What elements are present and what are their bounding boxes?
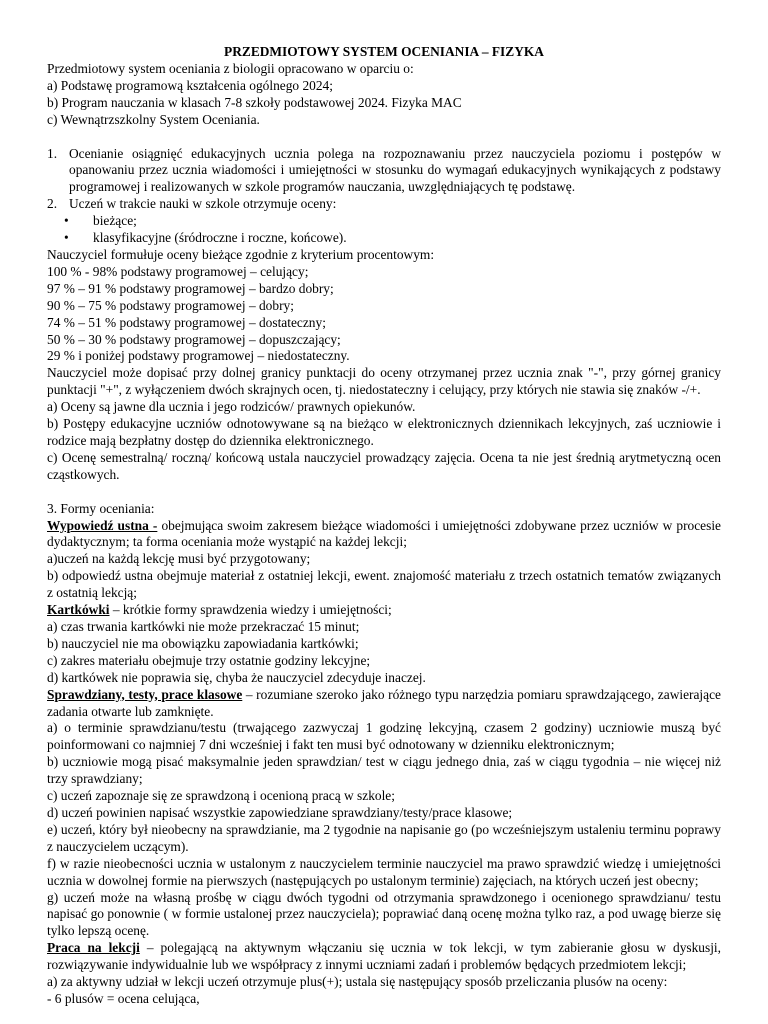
oral-answer-definition bbox=[47, 518, 721, 552]
grade-scale-line: 90 % – 75 % podstawy programowej – dobry; bbox=[47, 297, 294, 313]
grading-rule: c) Ocenę semestralną/ roczną/ końcową ustala nauczyciel prowadzący zajęcia. Ocena ta nie jest średnią arytmetyczną ocen cząstkowych. bbox=[47, 449, 721, 482]
bullet-item bbox=[64, 230, 721, 247]
grade-scale-line: 50 % – 30 % podstawy programowej – dopuszczający; bbox=[47, 331, 341, 347]
intro-line: b) Program nauczania w klasach 7-8 szkoły podstawowej 2024. Fizyka MAC bbox=[47, 94, 462, 110]
quizzes-item: a) czas trwania kartkówki nie może przekraczać 15 minut; bbox=[47, 619, 360, 634]
bullet-text: klasyfikacyjne (śródroczne i roczne, końcowe). bbox=[93, 230, 347, 246]
classwork-item: - 6 plusów = ocena celująca, bbox=[47, 990, 200, 1006]
tests-label: Sprawdziany, testy, prace klasowe bbox=[47, 686, 243, 702]
grading-rule: b) Postępy edukacyjne uczniów odnotowywane są na bieżąco w elektronicznych dziennikach lekcyjnych, zaś uczniowie i rodzice mają bezpłatny dostęp do dziennika elektronicznego. bbox=[47, 416, 721, 448]
document-page bbox=[47, 44, 721, 1008]
tests-definition bbox=[47, 687, 721, 721]
spacer bbox=[47, 129, 721, 146]
grade-scale-line: 100 % - 98% podstawy programowej – celujący; bbox=[47, 263, 309, 279]
item-number: 2. bbox=[47, 196, 58, 212]
quizzes-definition bbox=[47, 602, 721, 619]
item-number: 1. bbox=[47, 145, 58, 161]
page-title: PRZEDMIOTOWY SYSTEM OCENIANIA – FIZYKA bbox=[224, 44, 544, 59]
tests-text: – rozumiane szeroko jako różnego typu narzędzia pomiaru sprawdzającego, zawierające zadania otwarte lub zamknięte. bbox=[47, 686, 721, 719]
classwork-label: Praca na lekcji bbox=[47, 940, 140, 956]
quizzes-item: d) kartkówek nie poprawia się, chyba że nauczyciel zdecyduje inaczej. bbox=[47, 669, 426, 685]
tests-item: b) uczniowie mogą pisać maksymalnie jeden sprawdzian/ test w ciągu jednego dnia, zaś w ciągu tygodnia – nie więcej niż trzy sprawdziany; bbox=[47, 754, 721, 787]
oral-answer-text: obejmująca swoim zakresem bieżące wiadomości i umiejętności zdobywane przez uczniów w procesie dydaktycznym; ta forma oceniania może wystąpić na każdej lekcji; bbox=[47, 517, 721, 550]
quizzes-label: Kartkówki bbox=[47, 602, 110, 618]
tests-item: f) w razie nieobecności ucznia w ustalonym z nauczycielem terminie nauczyciel ma prawo sprawdzić wiedzę i umiejętności ucznia w dowolnej formie na pierwszych (następujących po ustalonym terminie) zajęciach, na których uczeń jest obecny; bbox=[47, 855, 721, 888]
grade-scale-line: 97 % – 91 % podstawy programowej – bardzo dobry; bbox=[47, 280, 334, 296]
bullet-dot: • bbox=[64, 213, 69, 229]
grade-scale-line: 74 % – 51 % podstawy programowej – dostateczny; bbox=[47, 314, 326, 330]
classwork-text: – polegającą na aktywnym włączaniu się ucznia w tok lekcji, w tym zabieranie głosu w dyskusji, rozwiązywanie indywidualnie lub we współpracy z innymi uczniami zadań i problemów będących przedmiotem lekcji; bbox=[47, 940, 721, 973]
oral-answer-label: Wypowiedź ustna - bbox=[47, 517, 158, 533]
numbered-item-2 bbox=[47, 196, 721, 213]
numbered-item-1 bbox=[47, 146, 721, 197]
bullet-item bbox=[64, 213, 721, 230]
intro-line: c) Wewnątrzszkolny System Oceniania. bbox=[47, 111, 260, 127]
tests-item: d) uczeń powinien napisać wszystkie zapowiedziane sprawdziany/testy/prace klasowe; bbox=[47, 804, 513, 820]
intro-line: a) Podstawę programową kształcenia ogólnego 2024; bbox=[47, 77, 333, 93]
grading-rule: a) Oceny są jawne dla ucznia i jego rodziców/ prawnych opiekunów. bbox=[47, 399, 416, 415]
grading-note: Nauczyciel może dopisać przy dolnej granicy punktacji do oceny otrzymanej przez ucznia znak "-", przy górnej granicy punktacji "+", z wyłączeniem dwóch skrajnych ocen, tj. niedostateczny i celujący, przy których nie stawia się znaków -/+. bbox=[47, 365, 721, 398]
item-text: Uczeń w trakcie nauki w szkole otrzymuje oceny: bbox=[69, 196, 337, 212]
section-heading: 3. Formy oceniania: bbox=[47, 500, 155, 516]
oral-answer-item: a)uczeń na każdą lekcję musi być przygotowany; bbox=[47, 551, 311, 567]
tests-item: g) uczeń może na własną prośbę w ciągu dwóch tygodni od otrzymania sprawdzonego i ocenionego sprawdzianu/ testu napisać go ponownie ( w formie ustalonej przez nauczyciela); poprawiać daną ocenę można tylko raz, a pod uwagę bierze się tylko lepszą ocenę. bbox=[47, 889, 721, 939]
quizzes-item: b) nauczyciel nie ma obowiązku zapowiadania kartkówki; bbox=[47, 635, 359, 651]
intro-line: Przedmiotowy system oceniania z biologii opracowano w oparciu o: bbox=[47, 60, 414, 76]
tests-item: e) uczeń, który był nieobecny na sprawdzianie, ma 2 tygodnie na napisanie go (po wcześniejszym ustaleniu terminu poprawy z nauczycielem uczącym). bbox=[47, 821, 721, 854]
oral-answer-item: b) odpowiedź ustna obejmuje materiał z ostatniej lekcji, ewent. znajomość materiału z trzech ostatnich tematów związanych z ostatnią lekcją; bbox=[47, 568, 721, 601]
tests-item: c) uczeń zapoznaje się ze sprawdzoną i ocenioną pracą w szkole; bbox=[47, 788, 395, 804]
grade-scale-line: 29 % i poniżej podstawy programowej – niedostateczny. bbox=[47, 348, 350, 364]
quizzes-item: c) zakres materiału obejmuje trzy ostatnie godziny lekcyjne; bbox=[47, 652, 371, 668]
grading-intro: Nauczyciel formułuje oceny bieżące zgodnie z kryterium procentowym: bbox=[47, 246, 435, 262]
spacer bbox=[47, 484, 721, 501]
classwork-definition bbox=[47, 940, 721, 974]
tests-item: a) o terminie sprawdzianu/testu (trwającego zazwyczaj 1 godzinę lekcyjną, czasem 2 godziny) uczniowie muszą być poinformowani co najmniej 7 dni wcześniej i fakt ten musi być odnotowany w dzienniku elektronicznym; bbox=[47, 720, 721, 753]
bullet-text: bieżące; bbox=[93, 213, 137, 229]
bullet-dot: • bbox=[64, 230, 69, 246]
item-text: Ocenianie osiągnięć edukacyjnych ucznia polega na rozpoznawaniu przez nauczyciela poziomu i postępów w opanowaniu przez ucznia wiadomości i umiejętności w stosunku do wymagań edukacyjnych wynikających z podstawy programowej i realizowanych w szkole programów nauczania, uwzględniających tę podstawę. bbox=[69, 145, 721, 195]
quizzes-text: – krótkie formy sprawdzenia wiedzy i umiejętności; bbox=[109, 602, 392, 618]
classwork-item: a) za aktywny udział w lekcji uczeń otrzymuje plus(+); ustala się następujący sposób przeliczania plusów na oceny: bbox=[47, 974, 668, 990]
